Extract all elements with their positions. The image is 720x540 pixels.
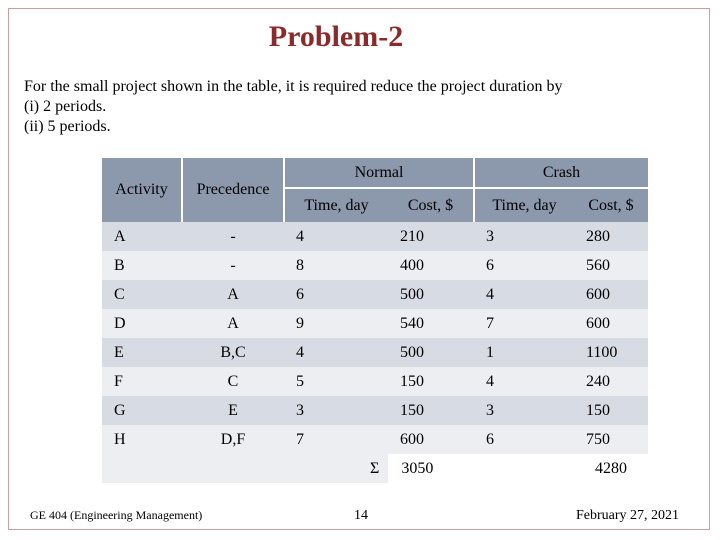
- cell-activity: A: [102, 222, 182, 251]
- table-row: [102, 367, 648, 396]
- normal-cost-total: 3050: [401, 459, 434, 477]
- cell-normal-cost: 400: [388, 251, 474, 280]
- cell-normal-cost: 500: [388, 338, 474, 367]
- totals-gap: [474, 454, 574, 483]
- header-normal: Normal: [284, 158, 474, 188]
- crash-cost-total: 4280: [574, 454, 648, 483]
- cell-crash-time: 3: [474, 222, 574, 251]
- cell-crash-time: 4: [474, 280, 574, 309]
- cell-activity: F: [102, 367, 182, 396]
- statement-line-1: For the small project shown in the table, it is required reduce the project duration by: [24, 78, 563, 95]
- sum-symbol-text: Σ: [370, 459, 380, 477]
- table-body: [102, 222, 648, 454]
- cell-crash-cost: 600: [574, 309, 648, 338]
- cell-activity: H: [102, 425, 182, 454]
- cell-crash-cost: 1100: [574, 338, 648, 367]
- cell-crash-time: 1: [474, 338, 574, 367]
- totals-row: [102, 454, 648, 483]
- cell-normal-time: 5: [284, 367, 388, 396]
- cell-crash-time: 4: [474, 367, 574, 396]
- activity-table: [102, 158, 648, 483]
- cell-crash-time: 3: [474, 396, 574, 425]
- slide-title: Problem-2: [268, 20, 404, 53]
- header-normal-cost: Cost, $: [388, 188, 474, 222]
- problem-statement: [24, 77, 684, 137]
- header-crash-time: Time, day: [474, 188, 574, 222]
- cell-activity: B: [102, 251, 182, 280]
- cell-normal-cost: 210: [388, 222, 474, 251]
- table-row: [102, 396, 648, 425]
- cell-precedence: B,C: [182, 338, 284, 367]
- cell-normal-time: 8: [284, 251, 388, 280]
- statement-line-3: (ii) 5 periods.: [24, 118, 111, 135]
- cell-normal-cost: 150: [388, 367, 474, 396]
- cell-crash-cost: 600: [574, 280, 648, 309]
- cell-normal-cost: 500: [388, 280, 474, 309]
- cell-crash-cost: 150: [574, 396, 648, 425]
- table-row: [102, 309, 648, 338]
- cell-normal-time: 7: [284, 425, 388, 454]
- cell-activity: G: [102, 396, 182, 425]
- totals-spacer: [102, 454, 388, 483]
- table-row: [102, 338, 648, 367]
- table-row: [102, 425, 648, 454]
- cell-precedence: E: [182, 396, 284, 425]
- cell-normal-cost: 150: [388, 396, 474, 425]
- header-crash: Crash: [474, 158, 648, 188]
- cell-normal-cost: 600: [388, 425, 474, 454]
- cell-crash-cost: 750: [574, 425, 648, 454]
- cell-normal-time: 4: [284, 222, 388, 251]
- header-crash-cost: Cost, $: [574, 188, 648, 222]
- footer-course: GE 404 (Engineering Management): [30, 508, 203, 522]
- cell-activity: D: [102, 309, 182, 338]
- cell-crash-cost: 280: [574, 222, 648, 251]
- cell-crash-time: 7: [474, 309, 574, 338]
- table-row: [102, 251, 648, 280]
- table-row: [102, 222, 648, 251]
- cell-precedence: -: [182, 222, 284, 251]
- header-activity: Activity: [102, 158, 182, 222]
- cell-activity: E: [102, 338, 182, 367]
- footer-page-number: 14: [354, 508, 368, 523]
- cell-crash-time: 6: [474, 425, 574, 454]
- cell-normal-cost: 540: [388, 309, 474, 338]
- cell-precedence: A: [182, 280, 284, 309]
- cell-crash-cost: 560: [574, 251, 648, 280]
- cell-normal-time: 4: [284, 338, 388, 367]
- cell-precedence: D,F: [182, 425, 284, 454]
- cell-normal-time: 9: [284, 309, 388, 338]
- footer-date: February 27, 2021: [576, 508, 680, 523]
- cell-normal-time: 3: [284, 396, 388, 425]
- statement-line-2: (i) 2 periods.: [24, 98, 107, 115]
- cell-crash-cost: 240: [574, 367, 648, 396]
- cell-precedence: C: [182, 367, 284, 396]
- table-row: [102, 280, 648, 309]
- cell-normal-time: 6: [284, 280, 388, 309]
- cell-activity: C: [102, 280, 182, 309]
- header-normal-time: Time, day: [284, 188, 388, 222]
- sum-symbol: [370, 454, 474, 483]
- cell-precedence: A: [182, 309, 284, 338]
- header-precedence: Precedence: [182, 158, 284, 222]
- cell-precedence: -: [182, 251, 284, 280]
- cell-crash-time: 6: [474, 251, 574, 280]
